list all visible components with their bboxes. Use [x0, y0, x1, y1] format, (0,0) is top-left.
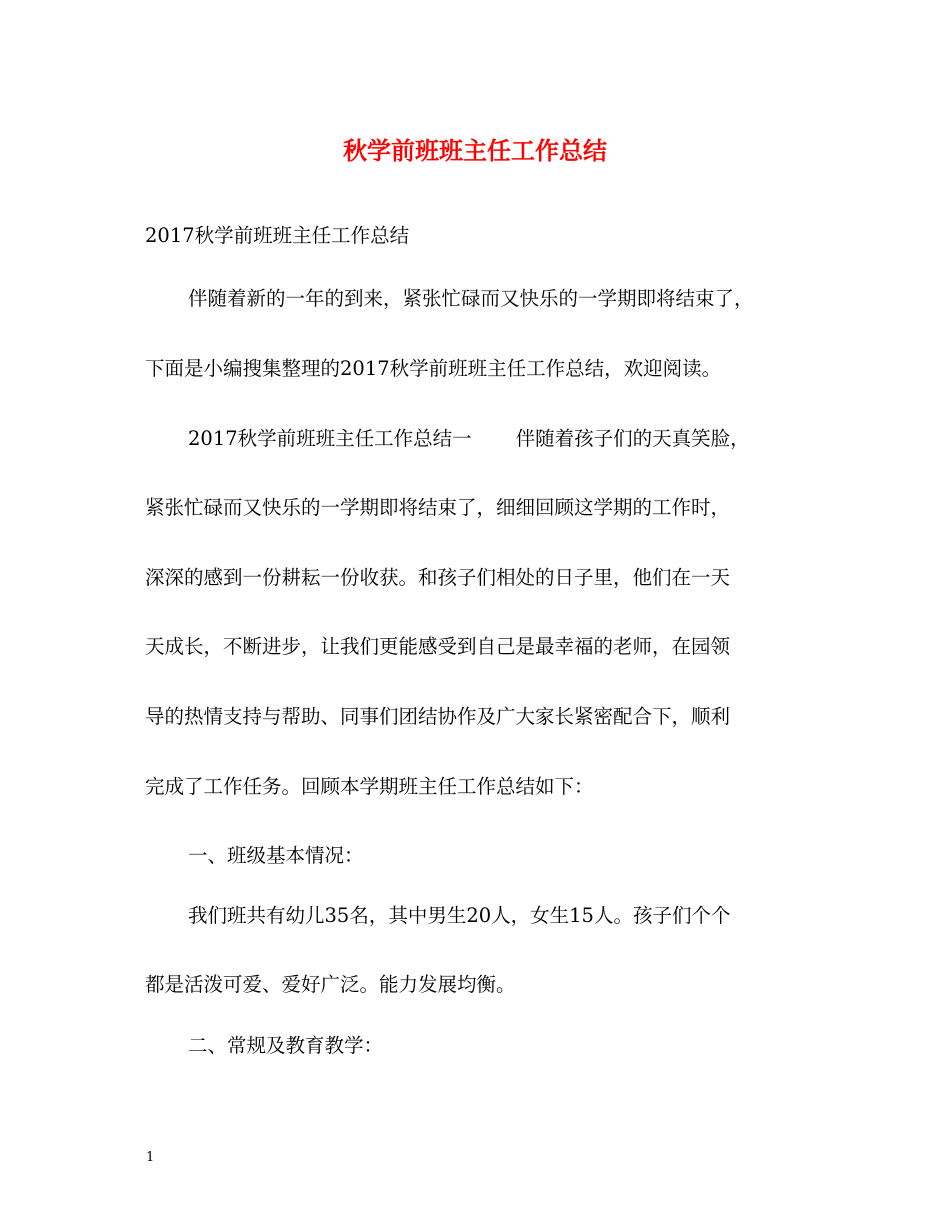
page-number: 1	[146, 1150, 155, 1165]
document-title: 秋学前班班主任工作总结	[343, 136, 607, 165]
paragraph-line: 导的热情支持与帮助、同事们团结协作及广大家长紧密配合下，顺利	[145, 705, 731, 728]
paragraph-line: 伴随着新的一年的到来，紧张忙碌而又快乐的一学期即将结束了，	[188, 287, 754, 310]
paragraph-line	[188, 424, 868, 454]
inline-text: 伴随着孩子们的天真笑脸，	[515, 427, 750, 450]
section-heading: 二、常规及教育教学：	[188, 1034, 384, 1057]
paragraph-line: 都是活泼可爱、爱好广泛。能力发展均衡。	[145, 973, 516, 996]
section-heading: 一、班级基本情况：	[188, 844, 364, 867]
paragraph-line: 下面是小编搜集整理的2017秋学前班班主任工作总结，欢迎阅读。	[145, 357, 722, 380]
paragraph-line: 天成长，不断进步，让我们更能感受到自己是最幸福的老师，在园领	[145, 635, 731, 658]
document-subtitle: 2017秋学前班班主任工作总结	[145, 224, 410, 247]
section-heading-one: 2017秋学前班班主任工作总结一	[188, 427, 472, 450]
paragraph-line: 完成了工作任务。回顾本学期班主任工作总结如下：	[145, 775, 594, 798]
paragraph-line: 我们班共有幼儿35名，其中男生20人，女生15人。孩子们个个	[188, 904, 731, 927]
paragraph-line: 深深的感到一份耕耘一份收获。和孩子们相处的日子里，他们在一天	[145, 566, 731, 589]
paragraph-line: 紧张忙碌而又快乐的一学期即将结束了，细细回顾这学期的工作时，	[145, 496, 731, 519]
